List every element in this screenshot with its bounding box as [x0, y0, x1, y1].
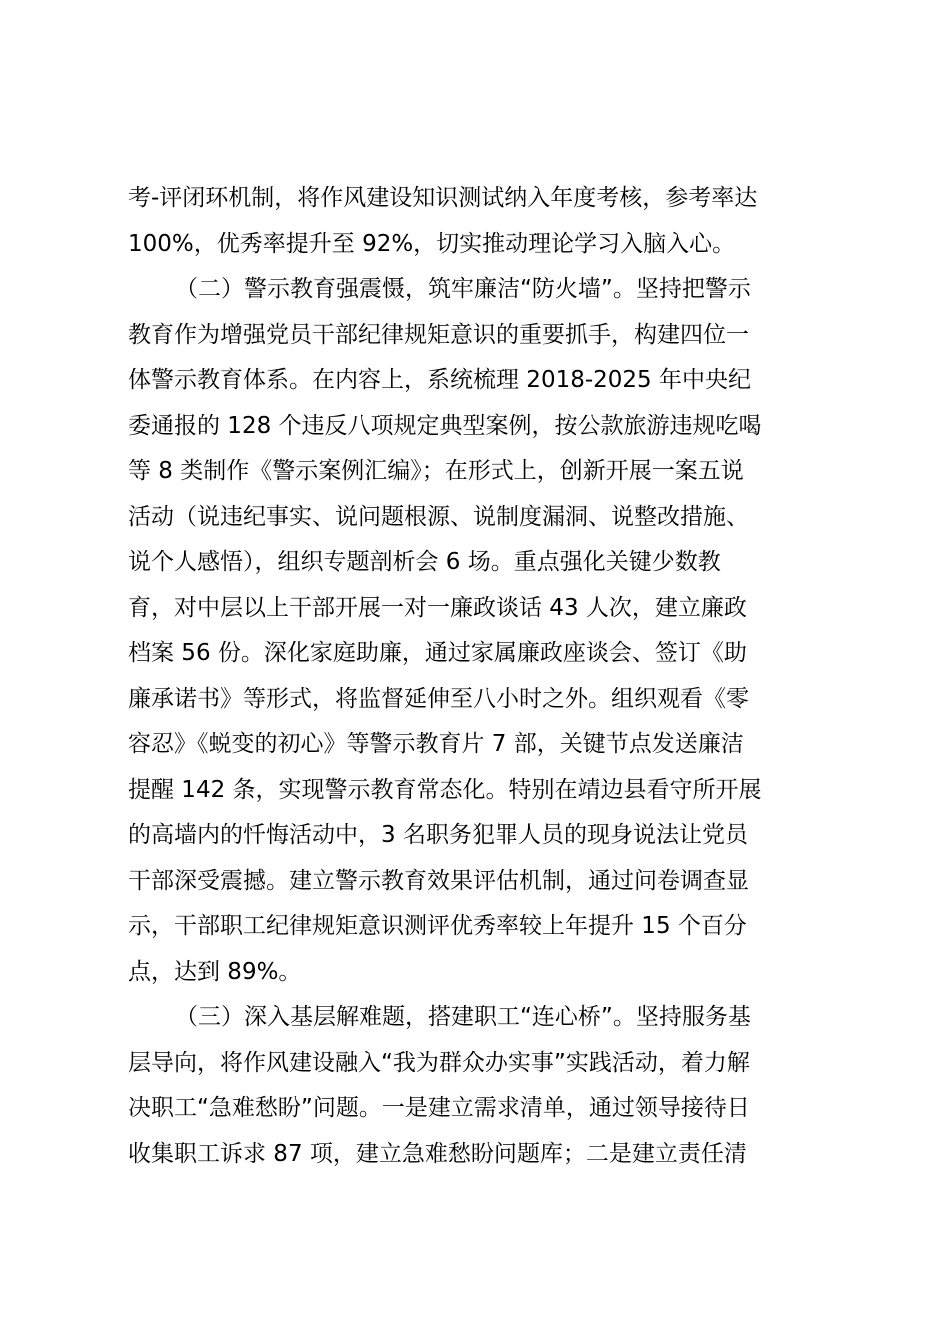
text-line: 委通报的 128 个违反八项规定典型案例，按公款旅游违规吃喝: [128, 412, 762, 439]
text-line: 干部深受震撼。建立警示教育效果评估机制，通过问卷调查显: [128, 867, 749, 894]
text-line: 廉承诺书》等形式，将监督延伸至八小时之外。组织观看《零: [128, 685, 749, 712]
text-line: 档案 56 份。深化家庭助廉，通过家属廉政座谈会、签订《助: [128, 640, 747, 666]
text-line: 体警示教育体系。在内容上，系统梳理 2018-2025 年中央纪: [128, 367, 751, 393]
text-line: 点，达到 89%。: [128, 958, 302, 985]
text-line: 100%，优秀率提升至 92%，切实推动理论学习入脑入心。: [128, 230, 736, 257]
text-line: 活动（说违纪事实、说问题根源、说制度漏洞、说整改措施、: [128, 503, 749, 530]
text-line: 层导向，将作风建设融入“我为群众办实事”实践活动，着力解: [128, 1049, 750, 1076]
text-line: 容忍》《蜕变的初心》等警示教育片 7 部，关键节点发送廉洁: [128, 731, 744, 757]
text-line: 示，干部职工纪律规矩意识测评优秀率较上年提升 15 个百分: [128, 913, 747, 939]
text-line: 育，对中层以上干部开展一对一廉政谈话 43 人次，建立廉政: [128, 594, 747, 621]
text-line: 收集职工诉求 87 项，建立急难愁盼问题库；二是建立责任清: [128, 1140, 747, 1167]
text-line: 提醒 142 条，实现警示教育常态化。特别在靖边县看守所开展: [128, 776, 762, 803]
text-line: 教育作为增强党员干部纪律规矩意识的重要抓手，构建四位一: [128, 321, 749, 348]
body-text: [128, 176, 828, 1177]
section-heading-line: （二）警示教育强震慑，筑牢廉洁“防火墙”。坚持把警示: [175, 276, 751, 302]
text-line: 考-评闭环机制，将作风建设知识测试纳入年度考核，参考率达: [128, 185, 758, 211]
text-line: 说个人感悟），组织专题剖析会 6 场。重点强化关键少数教: [128, 549, 721, 575]
text-line: 的高墙内的忏悔活动中，3 名职务犯罪人员的现身说法让党员: [128, 822, 748, 848]
text-line: 决职工“急难愁盼”问题。一是建立需求清单，通过领导接待日: [128, 1095, 750, 1121]
text-line: 等 8 类制作《警示案例汇编》；在形式上，创新开展一案五说: [128, 458, 744, 484]
section-heading-line: （三）深入基层解难题，搭建职工“连心桥”。坚持服务基: [175, 1004, 751, 1030]
